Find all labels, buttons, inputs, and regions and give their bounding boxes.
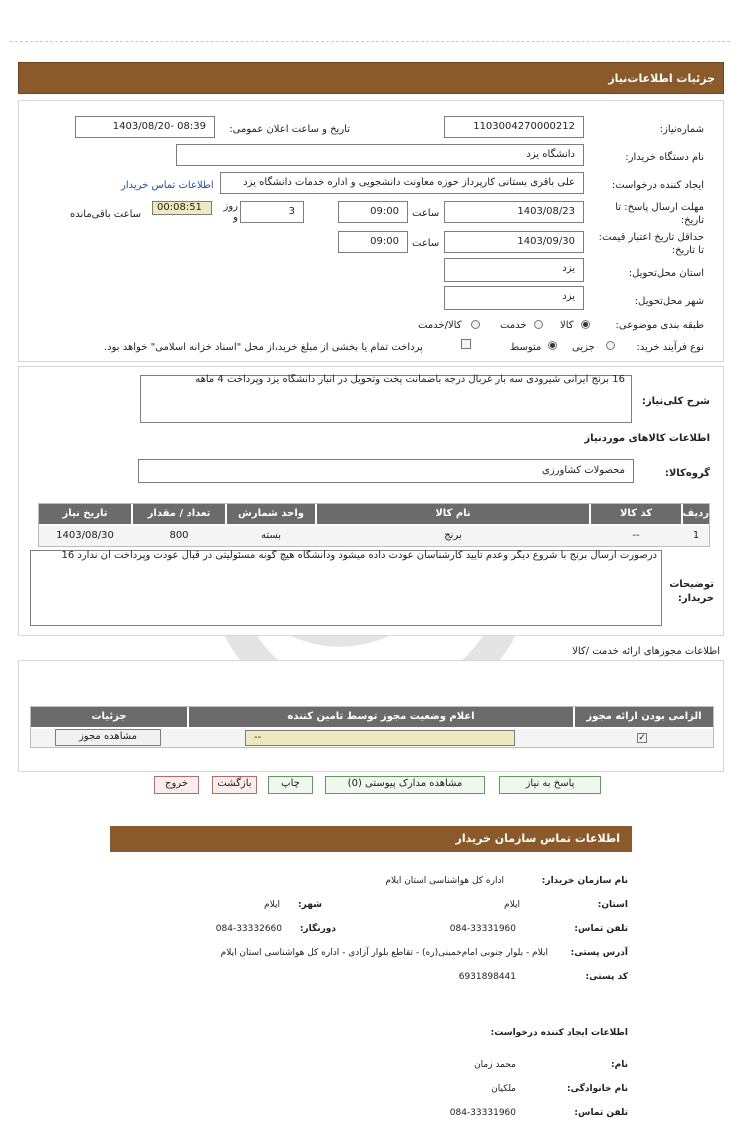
category-both-label: کالا/خدمت — [418, 320, 462, 331]
category-radio-service[interactable] — [534, 320, 543, 329]
process-radio-minor[interactable] — [606, 341, 615, 350]
buyer-notes-label: توضیحات خریدار: — [669, 579, 714, 604]
creator-family: ملکیان — [491, 1084, 516, 1094]
creator-name-label: نام: — [611, 1060, 628, 1070]
creator-family-label: نام خانوادگی: — [566, 1084, 628, 1094]
attachments-button[interactable]: مشاهده مدارک پیوستی (0) — [325, 776, 485, 794]
contact-fax: 084-33332660 — [215, 924, 282, 934]
permit-col-required: الزامی بودن ارائه مجوز — [575, 707, 713, 727]
creator-name: محمد زمان — [474, 1060, 516, 1070]
col-qty: تعداد / مقدار — [133, 504, 225, 524]
contact-postal-label: کد پستی: — [585, 972, 628, 982]
need-number-label: شماره‌نیاز: — [659, 124, 704, 135]
contact-phone: 084-33331960 — [449, 924, 516, 934]
col-unit: واحد شمارش — [227, 504, 315, 524]
contact-city-label: شهر: — [298, 900, 322, 910]
col-date: تاریخ نیاز — [39, 504, 131, 524]
cell-code: -- — [632, 530, 640, 541]
days-label: روز و — [223, 201, 238, 223]
contact-city: ایلام — [264, 900, 280, 910]
cell-date: 1403/08/30 — [56, 530, 114, 541]
cell-unit: بسته — [260, 530, 282, 541]
cell-qty: 800 — [169, 530, 189, 541]
price-time-label: ساعت — [412, 238, 440, 249]
reply-time-field: 09:00 — [338, 201, 408, 223]
permits-table — [30, 706, 714, 748]
buyer-notes-text: درصورت ارسال برنج با شروع دیگر وعدم تایید کارشناسان عودت داده میشود ودانشگاه هیچ گونه مسئولیتی در قبال عودت وپرداخت آن ندارد 16 — [61, 550, 657, 561]
category-radio-both[interactable] — [471, 320, 480, 329]
announce-field: 1403/08/20- 08:39 — [75, 116, 215, 138]
reply-date-field: 1403/08/23 — [444, 201, 584, 223]
price-validity-label: حداقل تاریخ اعتبار قیمت: تا تاریخ: — [598, 232, 704, 256]
permits-title: اطلاعات مجوزهای ارائه خدمت /کالا — [572, 646, 720, 657]
print-button[interactable]: چاپ — [268, 776, 313, 794]
remaining-timer: 00:08:51 — [152, 201, 212, 215]
permit-col-details: جزئیات — [31, 707, 187, 727]
creator-phone-label: تلفن تماس: — [574, 1108, 628, 1118]
top-divider — [10, 41, 730, 42]
view-permit-button[interactable]: مشاهده مجوز — [55, 729, 161, 746]
contact-fax-label: دورنگار: — [299, 924, 336, 934]
creator-info-title: اطلاعات ایجاد کننده درخواست: — [490, 1028, 628, 1038]
contact-phone-label: تلفن تماس: — [574, 924, 628, 934]
reply-deadline-label: مهلت ارسال پاسخ: تا تاریخ: — [615, 202, 704, 226]
days-field: 3 — [240, 201, 304, 223]
price-date-field: 1403/09/30 — [444, 231, 584, 253]
col-row: ردیف — [683, 504, 709, 524]
col-name: نام کالا — [317, 504, 589, 524]
price-time-field: 09:00 — [338, 231, 408, 253]
goods-group-label: گروه‌کالا: — [664, 468, 710, 479]
process-radio-medium[interactable] — [548, 341, 557, 350]
goods-group-field: محصولات کشاورزی — [138, 459, 634, 483]
creator-label: ایجاد کننده درخواست: — [611, 180, 704, 191]
province-label: استان محل‌تحویل: — [628, 268, 704, 279]
process-label: نوع فرآیند خرید: — [636, 342, 704, 353]
description-label: شرح کلی‌نیاز: — [641, 396, 710, 407]
treasury-checkbox[interactable] — [461, 339, 471, 349]
province-field: یزد — [444, 258, 584, 282]
page-title: جزئیات اطلاعات‌نیاز — [18, 62, 724, 94]
city-field: یزد — [444, 286, 584, 310]
category-goods-label: کالا — [560, 320, 574, 331]
contact-org: اداره کل هواشناسی استان ایلام — [385, 876, 504, 886]
col-code: کد کالا — [591, 504, 681, 524]
contact-province: ایلام — [504, 900, 520, 910]
cell-name: برنج — [444, 530, 462, 541]
buyer-org-field: دانشگاه یزد — [176, 144, 584, 166]
buyer-org-label: نام دستگاه خریدار: — [625, 152, 704, 163]
buyer-notes-field — [30, 550, 662, 626]
creator-phone: 084-33331960 — [449, 1108, 516, 1118]
permit-required-checkbox[interactable]: ✓ — [638, 733, 646, 743]
permit-col-status: اعلام وضعیت مجوز توسط تامین کننده — [189, 707, 573, 727]
contact-section-title: اطلاعات تماس سازمان خریدار — [110, 826, 632, 852]
reply-button[interactable]: پاسخ به نیاز — [499, 776, 601, 794]
description-field — [140, 375, 632, 423]
process-minor-label: جزیی — [572, 342, 595, 353]
contact-buyer-link[interactable]: اطلاعات تماس خریدار — [121, 180, 214, 191]
permit-status-field: -- — [245, 730, 515, 746]
reply-time-label: ساعت — [412, 208, 440, 219]
announce-label: تاریخ و ساعت اعلان عمومی: — [229, 124, 350, 135]
process-medium-label: متوسط — [510, 342, 542, 353]
city-label: شهر محل‌تحویل: — [634, 296, 704, 307]
contact-province-label: استان: — [597, 900, 628, 910]
goods-table — [38, 503, 710, 547]
back-button[interactable]: بازگشت — [212, 776, 257, 794]
description-text: 16 برنج ایرانی شیرودی سه بار غربال درجه باضمانت پخت وتحویل در انبار دانشگاه یزد وپرداخت 4 ماهه — [195, 374, 625, 385]
category-service-label: خدمت — [500, 320, 527, 331]
creator-field: علی باقری بستانی کارپرداز حوزه معاونت دانشجویی و اداره خدمات دانشگاه یزد — [220, 172, 584, 194]
category-label: طبقه بندی موضوعی: — [615, 320, 704, 331]
cell-row: 1 — [692, 530, 700, 541]
contact-address-label: آدرس پستی: — [570, 948, 628, 958]
need-number-field: 1103004270000212 — [444, 116, 584, 138]
contact-postal: 6931898441 — [458, 972, 516, 982]
payment-note: پرداخت تمام یا بخشی از مبلغ خرید،از محل "اسناد خزانه اسلامی" خواهد بود. — [104, 342, 423, 353]
remaining-label: ساعت باقی‌مانده — [70, 209, 142, 220]
goods-section-label: اطلاعات کالاهای موردنیاز — [584, 433, 710, 444]
contact-org-label: نام سازمان خریدار: — [541, 876, 628, 886]
exit-button[interactable]: خروج — [154, 776, 199, 794]
contact-address: ایلام - بلوار جنوبی امام‌خمینی(ره) - تقاطع بلوار آزادی - اداره کل هواشناسی استان ایلام — [220, 948, 548, 958]
category-radio-goods[interactable] — [581, 320, 590, 329]
